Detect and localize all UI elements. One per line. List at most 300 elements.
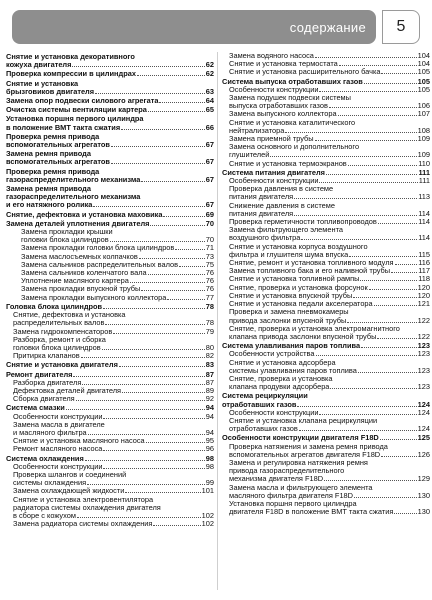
toc-entry-text: Замена ремня привода (6, 185, 91, 194)
toc-entry-text: Особенности устройства (229, 350, 315, 359)
toc-entry-text: Система выпуска отработавших газов (222, 77, 363, 86)
toc-entry-text: Замена ремня привода (6, 150, 91, 159)
toc-entry[interactable] (222, 325, 430, 341)
toc-entry-text: Особенности конструкции (229, 408, 319, 417)
dot-leader (319, 86, 416, 92)
dot-leader (122, 387, 205, 393)
toc-page-number: 75 (205, 260, 214, 269)
toc-entry[interactable] (222, 350, 430, 358)
toc-entry[interactable] (222, 202, 430, 218)
toc-entry[interactable] (222, 243, 430, 259)
toc-page-number: 121 (417, 300, 430, 309)
toc-section-entry[interactable] (6, 115, 214, 131)
dot-leader (294, 193, 417, 199)
dot-leader (285, 127, 416, 133)
toc-page-number: 118 (418, 275, 430, 284)
toc-entry[interactable] (222, 275, 430, 283)
toc-entry-text: питания двигателя (229, 209, 294, 218)
toc-entry-text: Снятие и установка (6, 79, 79, 88)
toc-section-entry[interactable] (6, 80, 214, 96)
toc-page-number: 106 (417, 102, 430, 111)
toc-entry-text: механизма двигателя F18D (229, 475, 324, 484)
toc-entry[interactable] (222, 267, 430, 275)
toc-page-number: 105 (417, 68, 430, 77)
toc-entry-text: Снятие и установка корпуса воздушного (229, 242, 368, 251)
toc-entry-text: Проверка компрессии в цилиндрах (6, 70, 136, 79)
toc-entry[interactable] (6, 387, 214, 395)
toc-entry[interactable] (6, 421, 214, 437)
dot-leader (329, 102, 417, 108)
toc-entry-text: выпуска отработавших газов (229, 102, 328, 111)
dot-leader (315, 135, 417, 141)
toc-entry[interactable] (222, 143, 430, 159)
toc-page-number: 109 (417, 135, 430, 144)
toc-entry-text: Система смазки (6, 404, 65, 413)
toc-entry-text: и его натяжного ролика (6, 201, 93, 210)
toc-entry-text: Снятие и установка впускной трубы (229, 291, 353, 300)
toc-page-number: 108 (417, 126, 430, 135)
toc-entry-text: Снятие и установка декоративного (6, 53, 135, 61)
toc-entry[interactable] (222, 359, 430, 375)
dot-leader (77, 512, 201, 518)
toc-page-number: 102 (201, 520, 214, 529)
toc-page-number: 83 (205, 361, 214, 370)
toc-entry[interactable] (6, 487, 214, 495)
toc-entry-text: Проверка ремня привода (6, 167, 100, 176)
toc-entry-text: Замена выпускного коллектора (229, 110, 337, 119)
toc-page-number: 76 (205, 277, 214, 286)
dot-leader (324, 475, 417, 481)
toc-entry[interactable] (222, 484, 430, 500)
toc-page-number: 104 (417, 60, 430, 69)
toc-entry-text: системы охлаждения (13, 479, 87, 488)
toc-entry-text: двигателя F18D в положение ВМТ такта сжатия (229, 508, 394, 517)
toc-page-number: 73 (205, 252, 214, 261)
dot-leader (348, 160, 417, 166)
dot-leader (148, 269, 205, 275)
toc-page-number: 87 (205, 370, 214, 379)
toc-entry-text: привода заслонки впускной трубы (229, 316, 347, 325)
dot-leader (141, 285, 204, 291)
toc-entry[interactable] (6, 471, 214, 487)
dot-leader (339, 60, 417, 66)
toc-page-number: 109 (417, 151, 430, 160)
toc-entry-text: Снижение давления в системе (229, 201, 335, 210)
toc-entry-text: Проверка давления в системе (229, 185, 334, 194)
toc-page-number: 76 (205, 269, 214, 278)
toc-right-column (222, 52, 430, 516)
toc-entry[interactable] (222, 308, 430, 324)
toc-entry-text: Замена прокладки впускной трубы (21, 285, 141, 294)
dot-leader (394, 508, 416, 514)
toc-page-number: 102 (201, 511, 214, 520)
dot-leader (148, 106, 205, 112)
toc-page-number: 114 (418, 234, 430, 243)
toc-page-number: 66 (205, 123, 214, 132)
toc-page-number: 104 (417, 52, 430, 60)
toc-page-number: 124 (417, 408, 430, 417)
toc-page-number: 98 (205, 462, 214, 471)
toc-section-entry[interactable] (222, 342, 430, 350)
dot-leader (297, 401, 416, 407)
toc-entry-text: воздушного фильтра (229, 234, 301, 243)
toc-entry-text: отработавших газов (222, 400, 297, 409)
dot-leader (380, 434, 417, 440)
toc-entry[interactable] (222, 259, 430, 267)
toc-entry-text: питания двигателя (229, 193, 294, 202)
toc-entry-text: Проверка натяжения и замена ремня привода (229, 442, 388, 451)
toc-entry[interactable] (222, 135, 430, 143)
dot-leader (391, 267, 417, 273)
toc-entry-text: Снятие, ремонт и установка топливного модуля (229, 259, 394, 268)
toc-section-entry[interactable] (222, 392, 430, 408)
dot-leader (179, 261, 205, 267)
toc-entry-text: Снятие и установка педали акселератора (229, 300, 373, 309)
toc-entry[interactable] (6, 261, 214, 269)
dot-leader (111, 158, 205, 164)
dot-leader (87, 479, 205, 485)
header-bar (12, 10, 376, 44)
toc-entry[interactable] (6, 328, 214, 336)
dot-leader (73, 371, 204, 377)
toc-entry[interactable] (222, 500, 430, 516)
toc-entry[interactable] (6, 285, 214, 293)
toc-entry-text: Система рециркуляции (222, 392, 308, 401)
dot-leader (103, 303, 205, 309)
toc-entry-text: Ремонт двигателя (6, 370, 73, 379)
dot-leader (175, 244, 204, 250)
toc-entry[interactable] (222, 300, 430, 308)
toc-section-entry[interactable] (6, 211, 214, 219)
dot-leader (353, 292, 416, 298)
toc-entry-text: Установка поршня первого цилиндра (229, 499, 357, 508)
dot-leader (354, 492, 417, 498)
dot-leader (137, 70, 205, 76)
toc-entry-text: Снятие и установка термоэкранов (229, 159, 347, 168)
toc-entry-text: Замена фильтрующего элемента (229, 226, 343, 235)
toc-page-number: 111 (418, 168, 430, 177)
toc-entry-text: Замена гидрокомпенсаторов (13, 327, 113, 336)
toc-page-number: 122 (417, 316, 430, 325)
toc-entry[interactable] (222, 86, 430, 94)
toc-page-number: 124 (417, 425, 430, 434)
toc-entry-text: Снятие и установка электровентилятора (13, 495, 154, 504)
toc-page-number: 111 (418, 177, 430, 186)
toc-entry[interactable] (6, 244, 214, 252)
toc-entry-text: Снятие и установка каталитического (229, 118, 356, 127)
dot-leader (326, 169, 418, 175)
toc-entry[interactable] (222, 185, 430, 201)
toc-entry-text: Уплотнение масляного картера (21, 277, 129, 286)
toc-entry-text: Замена масла и фильтрующего элемента (229, 483, 373, 492)
toc-section-entry[interactable] (6, 106, 214, 114)
dot-leader (381, 68, 416, 74)
toc-entry-text: Особенности конструкции (229, 177, 319, 186)
dot-leader (159, 97, 204, 103)
toc-page-number: 120 (417, 291, 430, 300)
toc-section-entry[interactable] (6, 150, 214, 166)
toc-entry-text: Снятие и установка адсорбера (229, 358, 336, 367)
toc-entry-text: нейтрализатора (229, 126, 285, 135)
toc-left-column (6, 52, 214, 528)
dot-leader (113, 328, 204, 334)
toc-section-entry[interactable] (222, 78, 430, 86)
dot-leader (95, 88, 205, 94)
toc-page-number: 64 (205, 97, 214, 106)
toc-page-number: 123 (417, 342, 430, 351)
toc-entry-text: Замена основного и дополнительного (229, 143, 360, 152)
toc-entry[interactable] (6, 311, 214, 327)
dot-leader (81, 352, 205, 358)
toc-entry-text: брызговиков двигателя (6, 87, 95, 96)
toc-entry-text: Дефектовка деталей двигателя (13, 386, 122, 395)
toc-entry-text: Проверка и замена пневмокамеры (229, 308, 349, 317)
toc-page-number: 87 (205, 378, 214, 387)
toc-entry[interactable] (222, 119, 430, 135)
toc-entry-text: вспомогательных агрегатов (6, 141, 110, 150)
toc-entry-text: Особенности конструкции (13, 462, 103, 471)
toc-page-number: 78 (205, 319, 214, 328)
toc-entry-text: Проверка шлангов и соединений (13, 470, 127, 479)
toc-page-number: 124 (417, 400, 430, 409)
dot-leader (294, 210, 417, 216)
toc-entry-text: и масляного фильтра (13, 428, 87, 437)
toc-entry[interactable] (222, 60, 430, 68)
toc-entry[interactable] (222, 94, 430, 110)
dot-leader (146, 437, 205, 443)
toc-page-number: 70 (205, 236, 214, 245)
toc-entry[interactable] (6, 395, 214, 403)
toc-entry-text: Замена подушек подвески системы (229, 94, 351, 103)
toc-entry-text: Снятие и установка термостата (229, 60, 338, 69)
toc-page-number: 67 (205, 175, 214, 184)
dot-leader (111, 141, 205, 147)
toc-section-entry[interactable] (6, 97, 214, 105)
toc-entry-text: Разборка, ремонт и сборка (13, 335, 106, 344)
toc-page-number: 62 (205, 61, 214, 70)
toc-entry-text: в сборе с кожухом (13, 511, 76, 520)
toc-entry-text: Замена топливного бака и его наливной трубы (229, 267, 391, 276)
toc-entry[interactable] (6, 445, 214, 453)
toc-entry-text: Сборка двигателя (13, 395, 75, 404)
toc-entry[interactable] (6, 379, 214, 387)
toc-page-number: 63 (205, 87, 214, 96)
toc-page-number: 114 (418, 209, 430, 218)
dot-leader (315, 52, 417, 58)
toc-page-number: 105 (417, 77, 430, 86)
toc-entry-text: Замена прокладки крышки (21, 228, 113, 237)
toc-page-number: 82 (205, 352, 214, 361)
dot-leader (103, 463, 204, 469)
toc-section-entry[interactable] (222, 434, 430, 442)
toc-entry-text: распределительных валов (13, 319, 105, 328)
toc-entry[interactable] (222, 284, 430, 292)
toc-section-entry[interactable] (6, 53, 214, 69)
dot-leader (130, 277, 205, 283)
toc-entry-text: Замена сальников распределительных валов (21, 260, 179, 269)
toc-entry-text: Снятие и установка расширительного бачка (229, 68, 381, 77)
dot-leader (377, 333, 416, 339)
dot-leader (119, 361, 205, 367)
page-number: 5 (382, 10, 420, 44)
toc-entry[interactable] (6, 269, 214, 277)
toc-entry-text: Установка поршня первого цилиндра (6, 115, 144, 124)
toc-section-entry[interactable] (6, 371, 214, 379)
dot-leader (102, 344, 205, 350)
dot-leader (301, 234, 417, 240)
toc-page-number: 107 (417, 110, 430, 119)
toc-entry-text: Замена водяного насоса (229, 52, 314, 60)
toc-page-number: 123 (417, 383, 430, 392)
toc-entry-text: Проверка герметичности топливопроводов (229, 218, 377, 227)
toc-entry-text: вспомогательных агрегатов (6, 158, 110, 167)
toc-entry[interactable] (6, 352, 214, 360)
toc-entry-text: Замена охлаждающей жидкости (13, 487, 125, 496)
toc-page-number: 71 (205, 244, 214, 253)
toc-page-number: 110 (418, 159, 430, 168)
toc-page-number: 89 (205, 386, 214, 395)
toc-entry[interactable] (222, 459, 430, 484)
toc-entry[interactable] (6, 277, 214, 285)
toc-page-number: 123 (417, 350, 430, 359)
dot-leader (150, 220, 204, 226)
toc-entry[interactable] (222, 218, 430, 226)
toc-section-entry[interactable] (6, 404, 214, 412)
dot-leader (85, 455, 205, 461)
toc-entry-text: масляного фильтра двигателя F18D (229, 491, 353, 500)
toc-entry[interactable] (222, 68, 430, 76)
dot-leader (66, 404, 205, 410)
toc-entry[interactable] (222, 292, 430, 300)
toc-entry[interactable] (222, 177, 430, 185)
toc-entry[interactable] (6, 413, 214, 421)
dot-leader (88, 429, 205, 435)
toc-entry[interactable] (6, 228, 214, 244)
toc-page-number: 80 (205, 343, 214, 352)
toc-entry[interactable] (222, 226, 430, 242)
toc-page-number: 130 (417, 508, 430, 517)
toc-section-entry[interactable] (6, 361, 214, 369)
toc-entry[interactable] (6, 463, 214, 471)
toc-entry[interactable] (222, 417, 430, 433)
toc-entry-text: Головка блока цилиндров (6, 302, 103, 311)
toc-entry[interactable] (222, 443, 430, 459)
dot-leader (378, 218, 417, 224)
toc-entry[interactable] (6, 496, 214, 521)
toc-entry[interactable] (6, 520, 214, 528)
toc-page-number: 120 (417, 283, 430, 292)
toc-page-number: 105 (417, 85, 430, 94)
toc-page-number: 94 (205, 428, 214, 437)
dot-leader (139, 253, 205, 259)
toc-entry-text: Разборка двигателя (13, 378, 82, 387)
toc-page-number: 113 (418, 193, 430, 202)
toc-page-number: 67 (205, 201, 214, 210)
toc-page-number: 65 (205, 106, 214, 115)
dot-leader (360, 275, 417, 281)
dot-leader (330, 383, 416, 389)
toc-entry-text: привода газораспределительного (229, 467, 345, 476)
toc-entry-text: Снятие, проверка и установка форсунок (229, 283, 368, 292)
dot-leader (141, 176, 204, 182)
section-title: содержание (289, 20, 366, 35)
toc-entry-text: Замена деталей уплотнения двигателя (6, 219, 150, 228)
toc-page-number: 115 (418, 250, 430, 259)
toc-entry-text: Замена прокладки выпускного коллектора (21, 293, 167, 302)
toc-entry-text: Особенности конструкции (229, 85, 319, 94)
toc-entry-text: Замена маслосъемных колпачков (21, 252, 138, 261)
dot-leader (316, 350, 417, 356)
toc-page-number: 129 (417, 475, 430, 484)
toc-section-entry[interactable] (6, 455, 214, 463)
dot-leader (153, 520, 200, 526)
dot-leader (105, 319, 204, 325)
toc-entry[interactable] (6, 336, 214, 352)
toc-entry-text: в положение ВМТ такта сжатия (6, 123, 121, 132)
toc-entry-text: системы улавливания паров топлива (229, 366, 357, 375)
toc-page-number: 98 (205, 454, 214, 463)
dot-leader (93, 201, 204, 207)
toc-page-number: 62 (205, 70, 214, 79)
toc-page-number: 130 (417, 491, 430, 500)
toc-page-number: 94 (205, 404, 214, 413)
toc-entry-text: Снятие и установка масляного насоса (13, 437, 145, 446)
toc-page-number: 125 (417, 434, 430, 443)
toc-entry-text: Снятие и установка клапана рециркуляции (229, 416, 378, 425)
dot-leader (347, 317, 416, 323)
toc-entry[interactable] (222, 110, 430, 118)
toc-entry-text: Притирка клапанов (13, 352, 80, 361)
dot-leader (349, 251, 417, 257)
dot-leader (72, 61, 204, 67)
toc-page-number: 99 (205, 479, 214, 488)
column-divider (217, 52, 218, 590)
toc-page-number: 76 (205, 285, 214, 294)
dot-leader (374, 300, 417, 306)
toc-entry[interactable] (222, 160, 430, 168)
toc-section-entry[interactable] (6, 220, 214, 228)
toc-section-entry[interactable] (6, 133, 214, 149)
dot-leader (82, 379, 204, 385)
toc-section-entry[interactable] (6, 70, 214, 78)
toc-entry-text: Проверка ремня привода (6, 132, 100, 141)
dot-leader (395, 259, 418, 265)
toc-entry[interactable] (6, 294, 214, 302)
toc-section-entry[interactable] (6, 168, 214, 184)
toc-entry[interactable] (222, 409, 430, 417)
toc-page-number: 77 (205, 293, 214, 302)
toc-section-entry[interactable] (6, 303, 214, 311)
toc-section-entry[interactable] (222, 169, 430, 177)
toc-entry-text: Очистка системы вентиляции картера (6, 106, 147, 115)
toc-page-number: 78 (205, 302, 214, 311)
toc-page-number: 114 (418, 218, 430, 227)
toc-page-number: 123 (417, 366, 430, 375)
dot-leader (121, 124, 205, 130)
toc-page-number: 70 (205, 219, 214, 228)
toc-entry[interactable] (222, 375, 430, 391)
dot-leader (103, 413, 204, 419)
toc-section-entry[interactable] (6, 185, 214, 210)
toc-entry-text: глушителей (229, 151, 270, 160)
toc-entry[interactable] (222, 52, 430, 60)
toc-entry[interactable] (6, 437, 214, 445)
toc-entry-text: головки блока цилиндров (13, 343, 101, 352)
toc-entry-text: клапана привода заслонки впускной трубы (229, 332, 377, 341)
dot-leader (319, 409, 416, 415)
toc-entry[interactable] (6, 253, 214, 261)
toc-entry-text: Замена и регулировка натяжения ремня (229, 458, 368, 467)
